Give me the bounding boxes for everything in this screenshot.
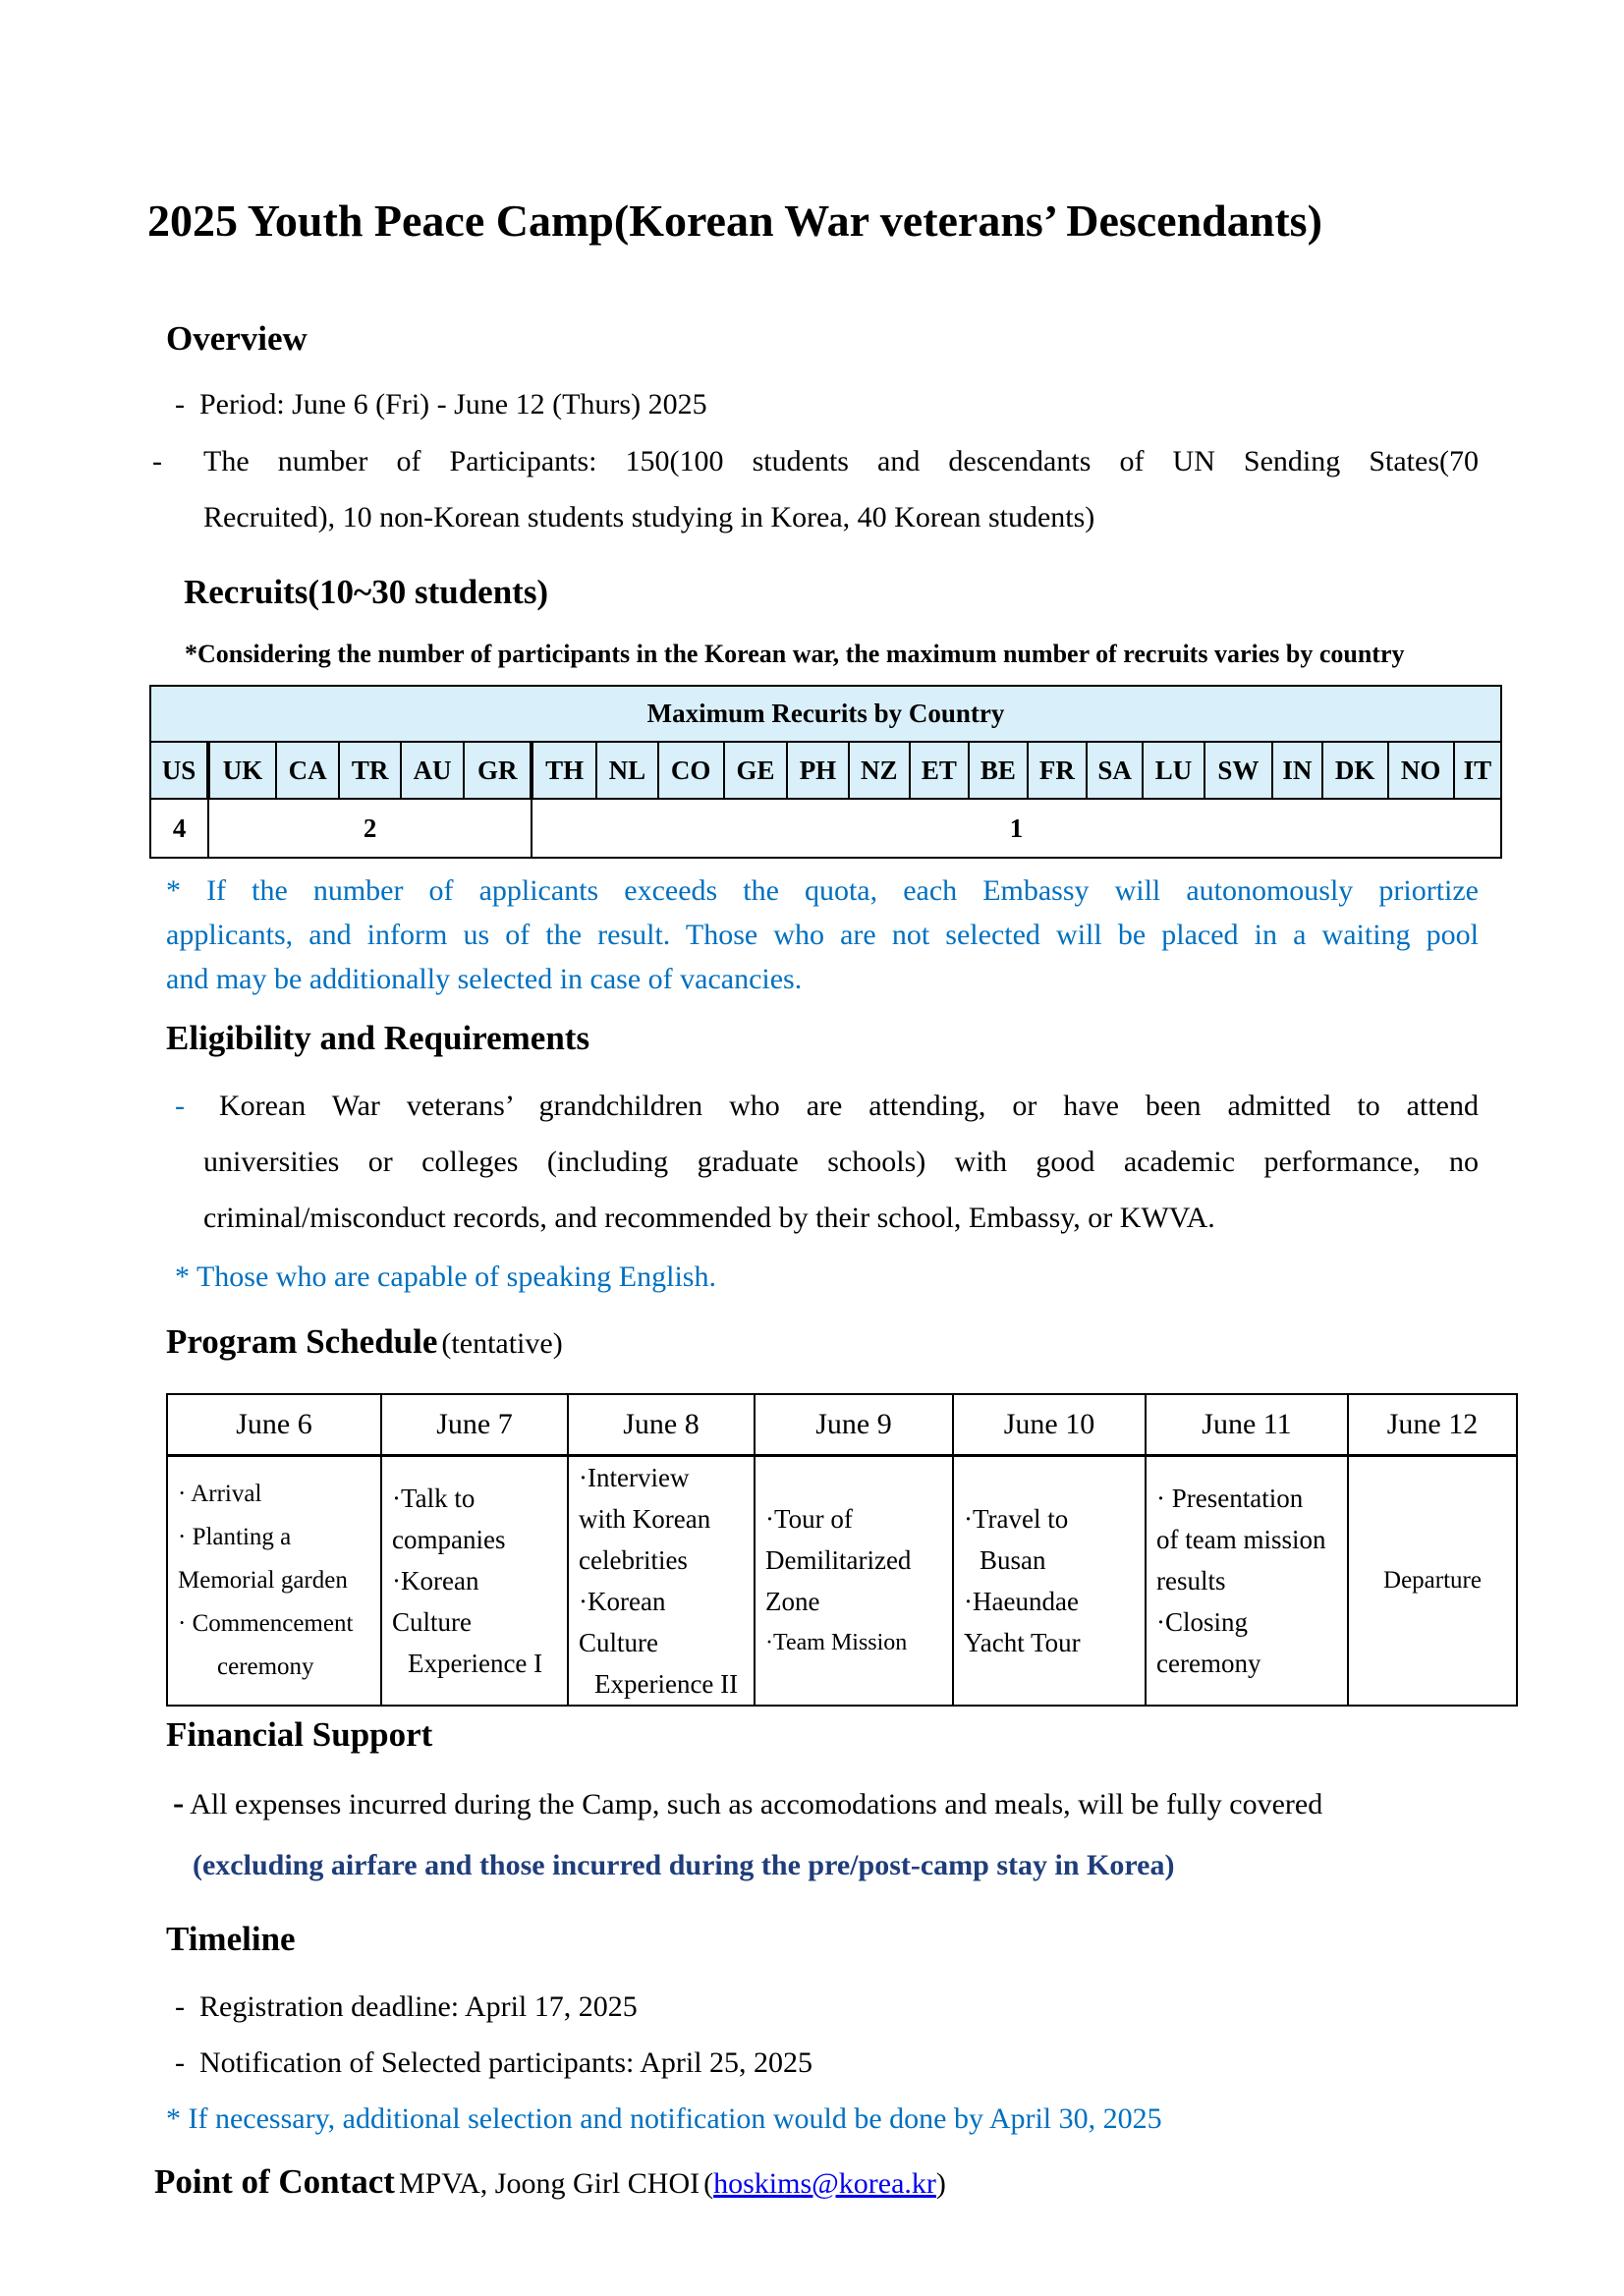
recruits-note: *Considering the number of participants in the Korean war, the maximum number of recruits varies by country — [185, 640, 1405, 668]
activity-item: ·Tour of — [765, 1504, 853, 1534]
recruits-table-title: Maximum Recurits by Country — [150, 686, 1501, 742]
bullet-dash: - — [175, 2046, 199, 2079]
activity-item: Experience I — [408, 1649, 543, 1678]
schedule-cell-june-12 — [1348, 1456, 1517, 1707]
country-code: US — [150, 742, 208, 799]
schedule-table — [166, 1393, 1518, 1707]
activity-item: Experience II — [594, 1669, 739, 1699]
eligibility-line-3: criminal/misconduct records, and recommended by their school, Embassy, or KWVA. — [203, 1202, 1215, 1234]
country-code: LU — [1143, 742, 1204, 799]
bullet-dash: - — [152, 445, 162, 477]
max-recruits-value: 4 — [150, 799, 208, 858]
activity-item: ·Haeundae — [964, 1587, 1079, 1616]
country-code: IT — [1454, 742, 1501, 799]
eligibility-text — [203, 1078, 1479, 1246]
schedule-day: June 9 — [755, 1394, 953, 1456]
activity-item: of team mission — [1156, 1525, 1326, 1554]
max-recruits-value: 2 — [208, 799, 532, 858]
activity-item: ·Talk to — [392, 1484, 476, 1513]
schedule-cell-june-9 — [755, 1456, 953, 1707]
max-recruits-row — [150, 799, 1501, 858]
activity-item: · Arrival — [178, 1481, 262, 1507]
timeline-notification — [175, 2035, 812, 2091]
country-code: IN — [1272, 742, 1321, 799]
country-code: UK — [208, 742, 276, 799]
country-code: GR — [464, 742, 532, 799]
recruits-table — [149, 685, 1502, 859]
timeline-deadline — [175, 1979, 638, 2035]
country-code: NO — [1388, 742, 1454, 799]
page-title: 2025 Youth Peace Camp(Korean War veterans’ Descendants) — [147, 196, 1322, 246]
schedule-cell-june-10 — [953, 1456, 1146, 1707]
activity-item: celebrities — [579, 1545, 688, 1575]
country-code: SA — [1087, 742, 1144, 799]
country-code: DK — [1322, 742, 1388, 799]
activity-item: Zone — [765, 1587, 820, 1616]
country-code: AU — [401, 742, 465, 799]
country-code: ET — [910, 742, 969, 799]
quota-note-line-2: applicants, and inform us of the result. Those who are not selected will be placed in a waiting pool — [166, 919, 1479, 951]
country-code: BE — [969, 742, 1028, 799]
country-code: NL — [596, 742, 657, 799]
notification-text: Notification of Selected participants: April 25, 2025 — [199, 2046, 813, 2079]
activity-item: ceremony — [1156, 1649, 1261, 1678]
schedule-heading — [166, 1322, 563, 1362]
country-code: CA — [276, 742, 340, 799]
activity-item: ·Interview — [579, 1463, 690, 1492]
eligibility-line-2: universities or colleges (including graduate schools) with good academic performance, no — [203, 1146, 1479, 1178]
quota-note — [166, 868, 1479, 1001]
activity-item: Busan — [980, 1545, 1046, 1575]
max-recruits-value: 1 — [532, 799, 1501, 858]
schedule-cell-june-7 — [381, 1456, 568, 1707]
contact-heading: Point of Contact — [154, 2162, 395, 2201]
schedule-cell-june-11 — [1146, 1456, 1348, 1707]
activity-item: · Planting a — [178, 1524, 292, 1550]
activity-item: ·Travel to — [964, 1504, 1069, 1534]
financial-text: All expenses incurred during the Camp, such as accomodations and meals, will be fully covered — [190, 1788, 1323, 1820]
activity-item: results — [1156, 1566, 1226, 1596]
activity-item: Demilitarized — [765, 1545, 912, 1575]
schedule-heading-text: Program Schedule — [166, 1322, 438, 1361]
financial-heading: Financial Support — [166, 1715, 433, 1754]
quota-note-line-3: and may be additionally selected in case of vacancies. — [166, 963, 803, 995]
contact-paren: ( — [703, 2167, 714, 2200]
country-code: PH — [787, 742, 848, 799]
schedule-day: June 7 — [381, 1394, 568, 1456]
schedule-day: June 12 — [1348, 1394, 1517, 1456]
schedule-day: June 6 — [167, 1394, 381, 1456]
schedule-day: June 11 — [1146, 1394, 1348, 1456]
eligibility-heading: Eligibility and Requirements — [166, 1019, 590, 1057]
country-code: CO — [658, 742, 724, 799]
schedule-days-row — [167, 1394, 1517, 1456]
point-of-contact — [154, 2162, 946, 2202]
bullet-dash: - — [175, 1090, 185, 1122]
contact-name: MPVA, Joong Girl CHOI — [398, 2167, 700, 2200]
activity-item: · Presentation — [1156, 1484, 1304, 1513]
deadline-text: Registration deadline: April 17, 2025 — [199, 1990, 638, 2023]
contact-paren: ) — [935, 2167, 946, 2200]
participants-line-1: The number of Participants: 150(100 students and descendants of UN Sending States(70 — [203, 445, 1479, 477]
bullet-dash: - — [175, 1990, 199, 2023]
country-code: TH — [532, 742, 596, 799]
recruits-heading: Recruits(10~30 students) — [184, 573, 549, 611]
activity-item: ·Team Mission — [765, 1630, 908, 1655]
activity-item: Yacht Tour — [964, 1628, 1081, 1657]
bullet-dash: - — [175, 388, 199, 420]
activity-item: ·Korean Culture — [392, 1566, 479, 1637]
activity-item: with Korean — [579, 1504, 711, 1534]
period-text: Period: June 6 (Fri) - June 12 (Thurs) 2025 — [199, 388, 707, 420]
activity-item: companies — [392, 1525, 506, 1554]
quota-note-line-1: * If the number of applicants exceeds the quota, each Embassy will autonomously priortize — [166, 874, 1479, 907]
schedule-day: June 10 — [953, 1394, 1146, 1456]
activity-item: Departure — [1383, 1567, 1482, 1594]
overview-period — [175, 376, 707, 432]
bullet-dash: - — [173, 1785, 185, 1821]
activity-item: ·Korean Culture — [579, 1587, 666, 1657]
schedule-cell-june-6 — [167, 1456, 381, 1707]
activity-item: ceremony — [217, 1653, 314, 1680]
country-code: GE — [724, 742, 788, 799]
financial-line-1 — [173, 1775, 1322, 1832]
participants-line-2: Recruited), 10 non-Korean students studying in Korea, 40 Korean students) — [203, 501, 1095, 533]
schedule-cell-june-8 — [568, 1456, 755, 1707]
schedule-day: June 8 — [568, 1394, 755, 1456]
schedule-activities-row — [167, 1456, 1517, 1707]
country-code: NZ — [849, 742, 910, 799]
country-code: TR — [339, 742, 400, 799]
activity-item: ·Closing — [1156, 1607, 1249, 1637]
timeline-note: * If necessary, additional selection and notification would be done by April 30, 2025 — [166, 2102, 1162, 2135]
contact-email-link[interactable]: hoskims@korea.kr — [713, 2167, 936, 2200]
schedule-heading-suffix: (tentative) — [441, 1327, 563, 1360]
country-code: FR — [1028, 742, 1087, 799]
activity-item: Memorial garden — [178, 1567, 348, 1594]
country-codes-row — [150, 742, 1501, 799]
english-note: * Those who are capable of speaking English. — [175, 1260, 716, 1293]
timeline-heading: Timeline — [166, 1920, 296, 1958]
financial-exclusion: (excluding airfare and those incurred during the pre/post-camp stay in Korea) — [193, 1849, 1175, 1881]
country-code: SW — [1204, 742, 1272, 799]
overview-heading: Overview — [166, 319, 308, 358]
activity-item: · Commencement — [178, 1610, 354, 1637]
eligibility-line-1: Korean War veterans’ grandchildren who are attending, or have been admitted to attend — [219, 1090, 1479, 1122]
